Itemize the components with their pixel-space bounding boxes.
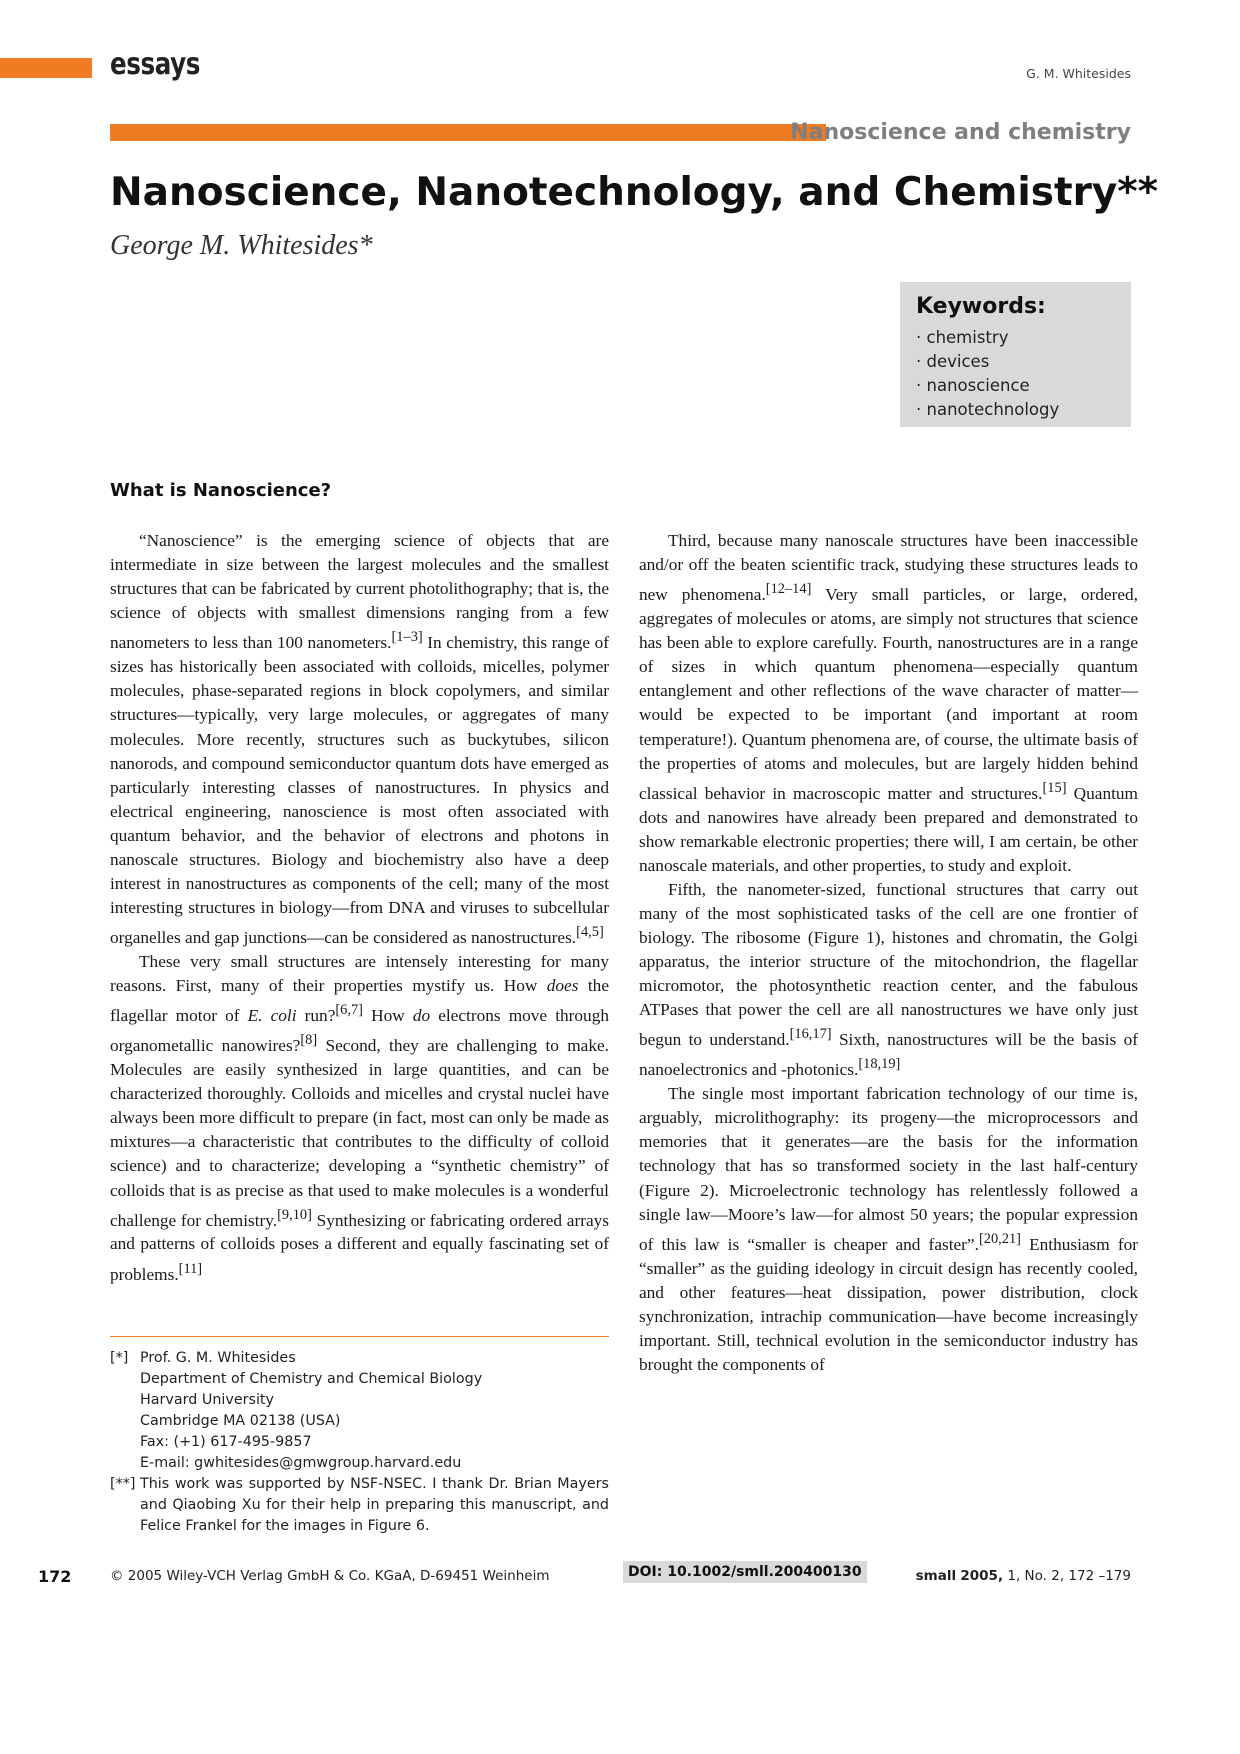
paragraph: The single most important fabrication technology of our time is, arguably, microlithography: its progeny—the microprocessors and memories that it generates—are the basis for the information technology that has so transformed society in the last half-century (Figure 2). Microelectronic technology has relentlessly followed a single law—Moore’s law—for almost 50 years; the popular expression of this law is “smaller is cheaper and faster”.[20,21] Enthusiasm for “smaller” as the guiding ideology in circuit design has recently cooled, and other features—heat dissipation, power distribution, clock synchronization, intrachip communication—have become increasingly important. Still, technical evolution in the semiconductor industry has brought the components of	[639, 1084, 1138, 1374]
volume-info: 1, No. 2, 172 –179	[1007, 1568, 1131, 1584]
topic-label: Nanoscience and chemistry	[790, 120, 1131, 145]
author-address	[140, 1348, 609, 1474]
left-column	[110, 529, 609, 1286]
copyright: © 2005 Wiley-VCH Verlag GmbH & Co. KGaA, D-69451 Weinheim	[110, 1568, 550, 1584]
keyword-item: · nanotechnology	[916, 398, 1059, 422]
acknowledgment-text: This work was supported by NSF-NSEC. I thank Dr. Brian Mayers and Qiaobing Xu for their help in preparing this manuscript, and Felice Frankel for the images in Figure 6.	[140, 1476, 609, 1534]
section-color-bar	[0, 58, 92, 78]
reference-link[interactable]: [1–3]	[391, 629, 423, 646]
author-line: George M. Whitesides*	[110, 230, 373, 261]
paragraph: These very small structures are intensely interesting for many reasons. First, many of their properties mystify us. How does the flagellar motor of E. coli run?[6,7] How do electrons move through organometallic nanowires?[8] Second, they are challenging to make. Molecules are easily synthesized in large quantities, and can be characterized thoroughly. Colloids and micelles and crystal nuclei have always been more difficult to prepare (in fact, most can only be made as mixtures—a characteristic that contributes to the difficulty of colloid science) and to characterize; developing a “synthetic chemistry” of colloids that is as precise as that used to make molecules is a wonderful challenge for chemistry.[9,10] Synthesizing or fabricating ordered arrays and patterns of colloids poses a different and equally fascinating set of problems.[11]	[110, 952, 609, 1284]
footnotes	[110, 1348, 609, 1537]
article-title: Nanoscience, Nanotechnology, and Chemistry**	[110, 170, 1159, 215]
paragraph: “Nanoscience” is the emerging science of objects that are intermediate in size between the largest molecules and the smallest structures that can be fabricated by current photolithography; that is, the science of objects with smallest dimensions ranging from a few nanometers to less than 100 nanometers.[1–3] In chemistry, this range of sizes has historically been associated with colloids, micelles, polymer molecules, phase-separated regions in block copolymers, and similar structures—typically, very large molecules, or aggregates of many molecules. More recently, structures such as buckytubes, silicon nanorods, and compound semiconductor quantum dots have emerged as particularly interesting classes of nanostructures. In physics and electrical engineering, nanoscience is most often associated with quantum behavior, and the behavior of electrons and photons in nanoscale structures. Biology and biochemistry also have a deep interest in nanostructures as components of the cell; many of the most interesting structures in biology—from DNA and viruses to subcellular organelles and gap junctions—can be considered as nanostructures.[4,5]	[110, 531, 609, 948]
footnote-marker: [*]	[110, 1350, 129, 1366]
footnote-rule	[110, 1336, 609, 1337]
footnote-author	[110, 1348, 609, 1474]
reference-link[interactable]: [6,7]	[335, 1002, 363, 1019]
address-line: Fax: (+1) 617-495-9857	[140, 1434, 312, 1450]
title-color-bar	[110, 124, 826, 141]
keywords-box	[900, 282, 1131, 427]
reference-link[interactable]: [15]	[1042, 779, 1067, 796]
footnote-acknowledgment	[110, 1474, 609, 1537]
reference-link[interactable]: [4,5]	[576, 924, 604, 941]
keywords-list	[916, 326, 1059, 422]
section-heading: What is Nanoscience?	[110, 480, 332, 501]
journal-name: small	[915, 1568, 957, 1584]
keyword-item: · chemistry	[916, 326, 1059, 350]
doi-link[interactable]: DOI: 10.1002/smll.200400130	[623, 1561, 867, 1583]
reference-link[interactable]: [20,21]	[978, 1230, 1021, 1247]
reference-link[interactable]: [12–14]	[765, 581, 812, 598]
address-line: Harvard University	[140, 1392, 274, 1408]
address-line: Prof. G. M. Whitesides	[140, 1350, 296, 1366]
reference-link[interactable]: [11]	[178, 1260, 203, 1277]
reference-link[interactable]: [8]	[300, 1032, 318, 1049]
journal-year: 2005,	[960, 1568, 1004, 1584]
reference-link[interactable]: [18,19]	[858, 1056, 901, 1073]
footnote-marker: [**]	[110, 1476, 136, 1492]
keywords-title: Keywords:	[916, 294, 1046, 319]
reference-link[interactable]: [16,17]	[789, 1026, 832, 1043]
paragraph: Fifth, the nanometer-sized, functional structures that carry out many of the most sophisticated tasks of the cell are one frontier of biology. The ribosome (Figure 1), histones and chromatin, the Golgi apparatus, the interior structure of the mitochondrion, the flagellar micromotor, the photosynthetic reaction center, and the fabulous ATPases that power the cell are all nanostructures we have only just begun to understand.[16,17] Sixth, nanostructures will be the basis of nanoelectronics and -photonics.[18,19]	[639, 879, 1138, 1080]
email-link[interactable]: E-mail: gwhitesides@gmwgroup.harvard.edu	[140, 1455, 462, 1471]
right-column	[639, 529, 1138, 1377]
reference-link[interactable]: [9,10]	[277, 1206, 312, 1223]
address-line: Cambridge MA 02138 (USA)	[140, 1413, 341, 1429]
paragraph: Third, because many nanoscale structures have been inaccessible and/or off the beaten scientific track, studying these structures leads to new phenomena.[12–14] Very small particles, or large, ordered, aggregates of molecules or atoms, are simply not structures that science has been able to explore carefully. Fourth, nanostructures are in a range of sizes in which quantum phenomena—especially quantum entanglement and other reflections of the wave character of matter—would be expected to be important (and important at room temperature!). Quantum phenomena are, of course, the ultimate basis of the properties of atoms and molecules, but are largely hidden behind classical behavior in macroscopic matter and structures.[15] Quantum dots and nanowires have already been prepared and demonstrated to show remarkable electronic properties; there will, I am certain, be other nanoscale materials, and other properties, to study and exploit.	[639, 531, 1139, 875]
keyword-item: · nanoscience	[916, 374, 1059, 398]
section-label: essays	[110, 47, 201, 82]
journal-citation	[916, 1568, 1131, 1584]
running-head: G. M. Whitesides	[1026, 66, 1131, 81]
page-number: 172	[38, 1567, 72, 1586]
address-line: Department of Chemistry and Chemical Biology	[140, 1371, 483, 1387]
keyword-item: · devices	[916, 350, 1059, 374]
